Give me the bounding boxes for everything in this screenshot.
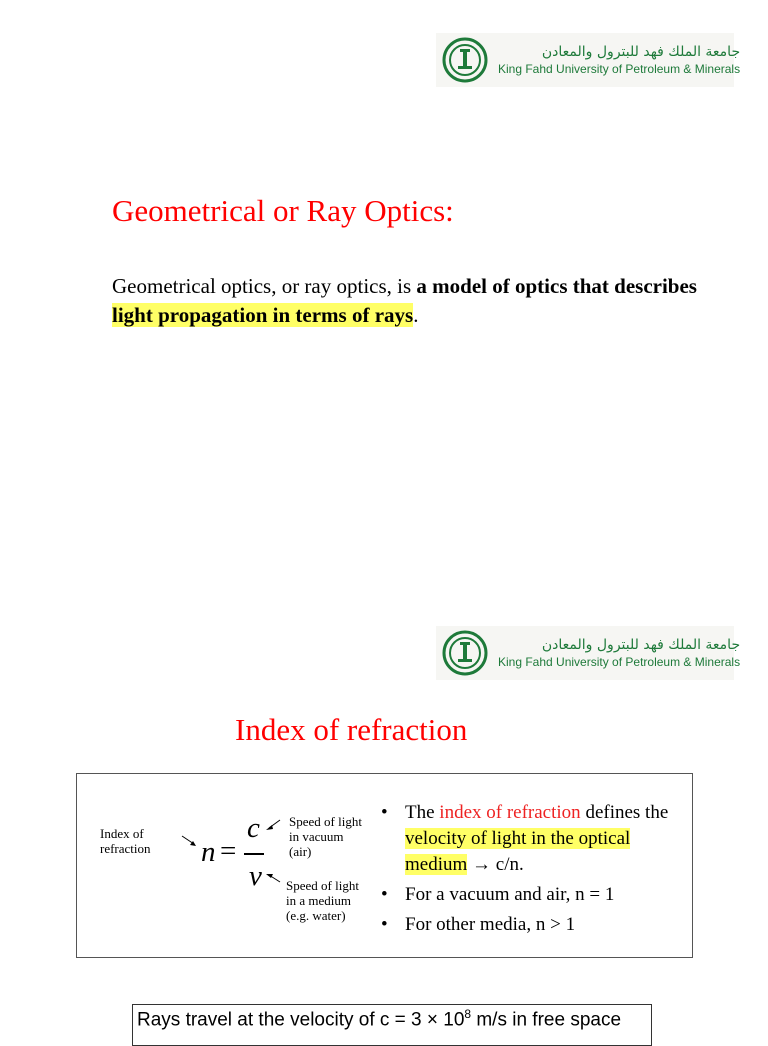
rays-velocity-text: Rays travel at the velocity of $c = 3 \times 10^8$ m/s in free space [137,1007,622,1031]
refraction-figure [76,773,693,958]
slide1-title: Geometrical or Ray Optics: [112,193,454,228]
para-highlight-text: light propagation in terms of rays [112,303,414,327]
para-bold-text: a model of optics that describes [416,274,697,298]
rays-velocity-box [132,1004,652,1046]
speed-in-medium-label: Speed of light in a medium (e.g. water) [286,878,359,923]
formula-n: n [201,836,216,868]
arrow-to-v-icon [264,872,284,886]
refraction-bullets [373,800,689,938]
university-logo-2 [436,626,741,680]
logo-arabic-text: جامعة الملك فهد للبترول والمعادن [541,44,741,60]
formula-v: v [249,860,262,892]
para-plain-text: Geometrical optics, or ray optics, is [112,274,417,298]
logo-english-text: King Fahd University of Petroleum & Minerals [498,655,741,669]
speed-in-vacuum-label: Speed of light in vacuum (air) [289,814,362,859]
logo-arabic-text: جامعة الملك فهد للبترول والمعادن [541,637,741,653]
logo-english-text: King Fahd University of Petroleum & Minerals [498,62,741,76]
formula-equals: = [220,835,237,867]
kfupm-emblem-icon [442,37,488,83]
university-logo [436,33,741,87]
bullet-index-definition: • The index of refraction defines the velocity of light in the optical medium → c/n. [373,800,689,878]
arrow-to-c-icon [264,818,284,832]
slide2-title: Index of refraction [235,712,468,747]
slide1-paragraph [112,272,712,330]
fraction-bar [244,853,264,855]
para-end-text: . [413,303,419,327]
kfupm-emblem-icon [442,630,488,676]
bullet-other-media: • For other media, n > 1 [373,912,689,938]
arrow-to-n-icon [180,834,200,848]
formula-c: c [247,812,260,844]
index-of-refraction-label: Index of refraction [100,826,151,856]
bullet-vacuum: • For a vacuum and air, n = 1 [373,882,689,908]
